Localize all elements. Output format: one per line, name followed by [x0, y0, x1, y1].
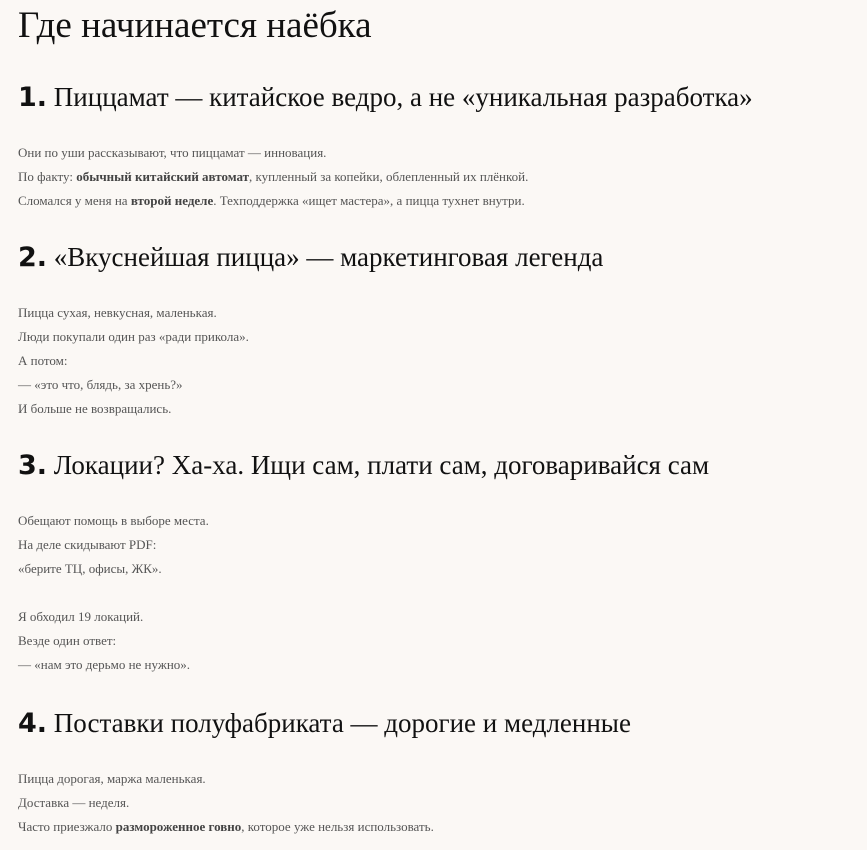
paragraph-line: [18, 325, 249, 349]
text-run: , которое уже нельзя использовать.: [241, 819, 434, 834]
paragraph-line: [18, 767, 434, 791]
text-run: Часто приезжало: [18, 819, 116, 834]
paragraph-line: [18, 533, 209, 557]
section-heading-3: [18, 448, 709, 483]
paragraph-line: [18, 557, 209, 581]
section-heading-text: Пиццамат — китайское ведро, а не «уникальная разработка»: [47, 82, 753, 112]
section-number: 3.: [18, 450, 48, 481]
paragraph-line: [18, 791, 434, 815]
section-body-3: [18, 509, 209, 677]
paragraph-line: [18, 815, 434, 839]
section-number: 4.: [18, 708, 48, 739]
text-run: Доставка — неделя.: [18, 795, 130, 810]
section-heading-4: [18, 706, 631, 741]
text-run: По факту:: [18, 169, 77, 184]
paragraph-line: [18, 605, 209, 629]
section-heading-2: [18, 240, 603, 275]
text-run: — «это что, блядь, за хрень?»: [18, 377, 183, 392]
text-run: «берите ТЦ, офисы, ЖК».: [18, 561, 162, 576]
section-number: 1.: [18, 82, 48, 113]
bold-text: второй неделе: [130, 193, 214, 208]
section-body-4: [18, 767, 434, 839]
paragraph-line: [18, 397, 249, 421]
section-heading-text: «Вкуснейшая пицца» — маркетинговая легенда: [47, 242, 604, 272]
text-run: Пицца дорогая, маржа маленькая.: [18, 771, 206, 786]
paragraph-line: [18, 509, 209, 533]
text-run: И больше не возвращались.: [18, 401, 172, 416]
text-run: Я обходил 19 локаций.: [18, 609, 144, 624]
text-run: . Техподдержка «ищет мастера», а пицца тухнет внутри.: [213, 193, 525, 208]
section-heading-text: Локации? Ха-ха. Ищи сам, плати сам, договаривайся сам: [47, 450, 710, 480]
text-run: Люди покупали один раз «ради прикола».: [18, 329, 249, 344]
bold-text: обычный китайский автомат: [76, 169, 250, 184]
bold-text: размороженное говно: [115, 819, 242, 834]
paragraph-line: [18, 581, 209, 605]
text-run: На деле скидывают PDF:: [18, 537, 157, 552]
text-run: — «нам это дерьмо не нужно».: [18, 657, 191, 672]
paragraph-line: [18, 141, 528, 165]
paragraph-line: [18, 301, 249, 325]
section-heading-1: [18, 80, 753, 115]
text-run: Сломался у меня на: [18, 193, 131, 208]
paragraph-line: [18, 165, 528, 189]
paragraph-line: [18, 349, 249, 373]
text-run: , купленный за копейки, облепленный их плёнкой.: [249, 169, 529, 184]
paragraph-line: [18, 629, 209, 653]
paragraph-line: [18, 653, 209, 677]
text-run: Пицца сухая, невкусная, маленькая.: [18, 305, 217, 320]
section-heading-text: Поставки полуфабриката — дорогие и медленные: [47, 708, 631, 738]
text-run: Они по уши рассказывают, что пиццамат — инновация.: [18, 145, 327, 160]
page-title: Где начинается наёбка: [18, 5, 372, 46]
paragraph-line: [18, 373, 249, 397]
section-number: 2.: [18, 242, 48, 273]
section-body-2: [18, 301, 249, 421]
paragraph-line: [18, 189, 528, 213]
text-run: Везде один ответ:: [18, 633, 117, 648]
section-body-1: [18, 141, 528, 213]
text-run: А потом:: [18, 353, 68, 368]
text-run: Обещают помощь в выборе места.: [18, 513, 209, 528]
